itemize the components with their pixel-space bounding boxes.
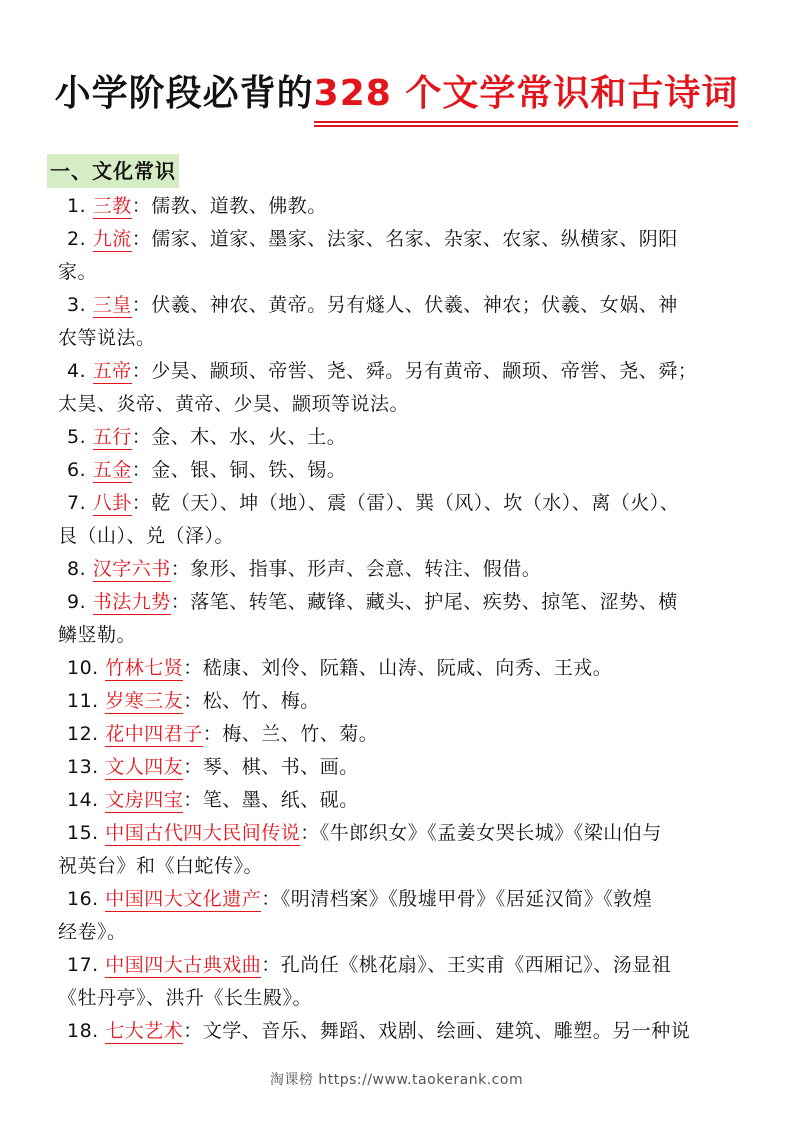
item-term: 中国四大文化遗产: [105, 888, 262, 910]
item-text-continued: 祝英台》和《白蛇传》。: [58, 855, 264, 877]
item-term: 五金: [92, 459, 132, 481]
list-item: [67, 553, 747, 586]
item-number: 17.: [67, 954, 99, 976]
footer-watermark: 淘课榜 https://www.taokerank.com: [269, 1072, 524, 1088]
item-term: 八卦: [92, 492, 132, 514]
list-item: [67, 751, 747, 784]
list-item: [58, 949, 747, 1015]
item-text: ：嵇康、刘伶、阮籍、山涛、阮咸、向秀、王戎。: [183, 657, 613, 679]
item-term: 书法九势: [92, 591, 171, 613]
item-number: 11.: [67, 690, 99, 712]
list-item: [67, 652, 747, 685]
item-text-continued: 《牡丹亭》、洪升《长生殿》。: [58, 987, 313, 1009]
item-term: 汉字六书: [92, 558, 171, 580]
item-number: 16.: [67, 888, 99, 910]
list-item: [67, 454, 747, 487]
page-title: [0, 66, 793, 124]
item-text: ：落笔、转笔、藏锋、藏头、护尾、疾势、掠笔、涩势、横: [170, 591, 678, 613]
item-term: 五行: [92, 426, 132, 448]
item-text-continued: 经卷》。: [58, 921, 127, 943]
item-text: ：琴、棋、书、画。: [183, 756, 359, 778]
item-text: ：乾（天）、坤（地）、震（雷）、巽（风）、坎（水）、离（火）、: [131, 492, 680, 514]
item-text: ：松、竹、梅。: [183, 690, 320, 712]
item-number: 2.: [67, 228, 87, 250]
item-number: 18.: [67, 1020, 99, 1042]
list-item: [58, 586, 747, 652]
list-item: [58, 817, 747, 883]
list-item: [67, 784, 747, 817]
item-text-continued: 鳞竖勒。: [58, 624, 137, 646]
item-number: 13.: [67, 756, 99, 778]
item-text: ：金、银、铜、铁、锡。: [131, 459, 347, 481]
item-text: ：孔尚任《桃花扇》、王实甫《西厢记》、汤显祖: [261, 954, 672, 976]
item-text-continued: 家。: [58, 261, 98, 283]
item-number: 10.: [67, 657, 99, 679]
item-number: 7.: [67, 492, 87, 514]
item-text: ：儒家、道家、墨家、法家、名家、杂家、农家、纵横家、阴阳: [131, 228, 678, 250]
item-number: 5.: [67, 426, 87, 448]
item-number: 8.: [67, 558, 87, 580]
item-number: 4.: [67, 360, 87, 382]
list-item: [58, 355, 747, 421]
item-number: 12.: [67, 723, 99, 745]
item-text-continued: 农等说法。: [58, 327, 156, 349]
item-number: 1.: [67, 195, 87, 217]
list-item: [58, 487, 747, 553]
list-item: [67, 190, 747, 223]
section-heading: 一、文化常识: [47, 154, 179, 188]
item-text-continued: 太昊、炎帝、黄帝、少昊、颛顼等说法。: [58, 393, 410, 415]
item-text: ：笔、墨、纸、砚。: [183, 789, 359, 811]
item-number: 9.: [67, 591, 87, 613]
item-text: ：少昊、颛顼、帝喾、尧、舜。另有黄帝、颛顼、帝喾、尧、舜；: [131, 360, 698, 382]
item-number: 3.: [67, 294, 87, 316]
item-term: 七大艺术: [105, 1020, 184, 1042]
item-text: ：伏羲、神农、黄帝。另有燧人、伏羲、神农；伏羲、女娲、神: [131, 294, 678, 316]
item-term: 文房四宝: [105, 789, 184, 811]
item-text: ：《牛郎织女》《孟姜女哭长城》《梁山伯与: [300, 822, 662, 844]
item-text: ：金、木、水、火、土。: [131, 426, 347, 448]
item-text: ：文学、音乐、舞蹈、戏剧、绘画、建筑、雕塑。另一种说: [183, 1020, 691, 1042]
item-term: 花中四君子: [105, 723, 203, 745]
item-term: 中国古代四大民间传说: [105, 822, 301, 844]
list-item: [58, 289, 747, 355]
item-term: 岁寒三友: [105, 690, 184, 712]
item-text-continued: 艮（山）、兑（泽）。: [58, 525, 235, 547]
item-term: 三皇: [92, 294, 132, 316]
item-term: 五帝: [92, 360, 132, 382]
list-item: [58, 223, 747, 289]
title-plain: 小学阶段必背的: [54, 73, 314, 114]
item-term: 竹林七贤: [105, 657, 184, 679]
list-item: [67, 1015, 747, 1048]
list-item: [67, 685, 747, 718]
item-text: ：《明清档案》《殷墟甲骨》《居延汉简》《敦煌: [261, 888, 653, 910]
list-item: [67, 421, 747, 454]
list-item: [67, 718, 747, 751]
item-term: 中国四大古典戏曲: [105, 954, 262, 976]
item-text: ：儒教、道教、佛教。: [131, 195, 327, 217]
knowledge-list: [58, 190, 747, 1048]
item-term: 九流: [92, 228, 132, 250]
item-number: 6.: [67, 459, 87, 481]
list-item: [58, 883, 747, 949]
item-term: 三教: [92, 195, 132, 217]
item-number: 14.: [67, 789, 99, 811]
item-term: 文人四友: [105, 756, 184, 778]
title-highlight: 328 个文学常识和古诗词: [314, 66, 739, 124]
item-number: 15.: [67, 822, 99, 844]
item-text: ：象形、指事、形声、会意、转注、假借。: [170, 558, 542, 580]
item-text: ：梅、兰、竹、菊。: [202, 723, 379, 745]
